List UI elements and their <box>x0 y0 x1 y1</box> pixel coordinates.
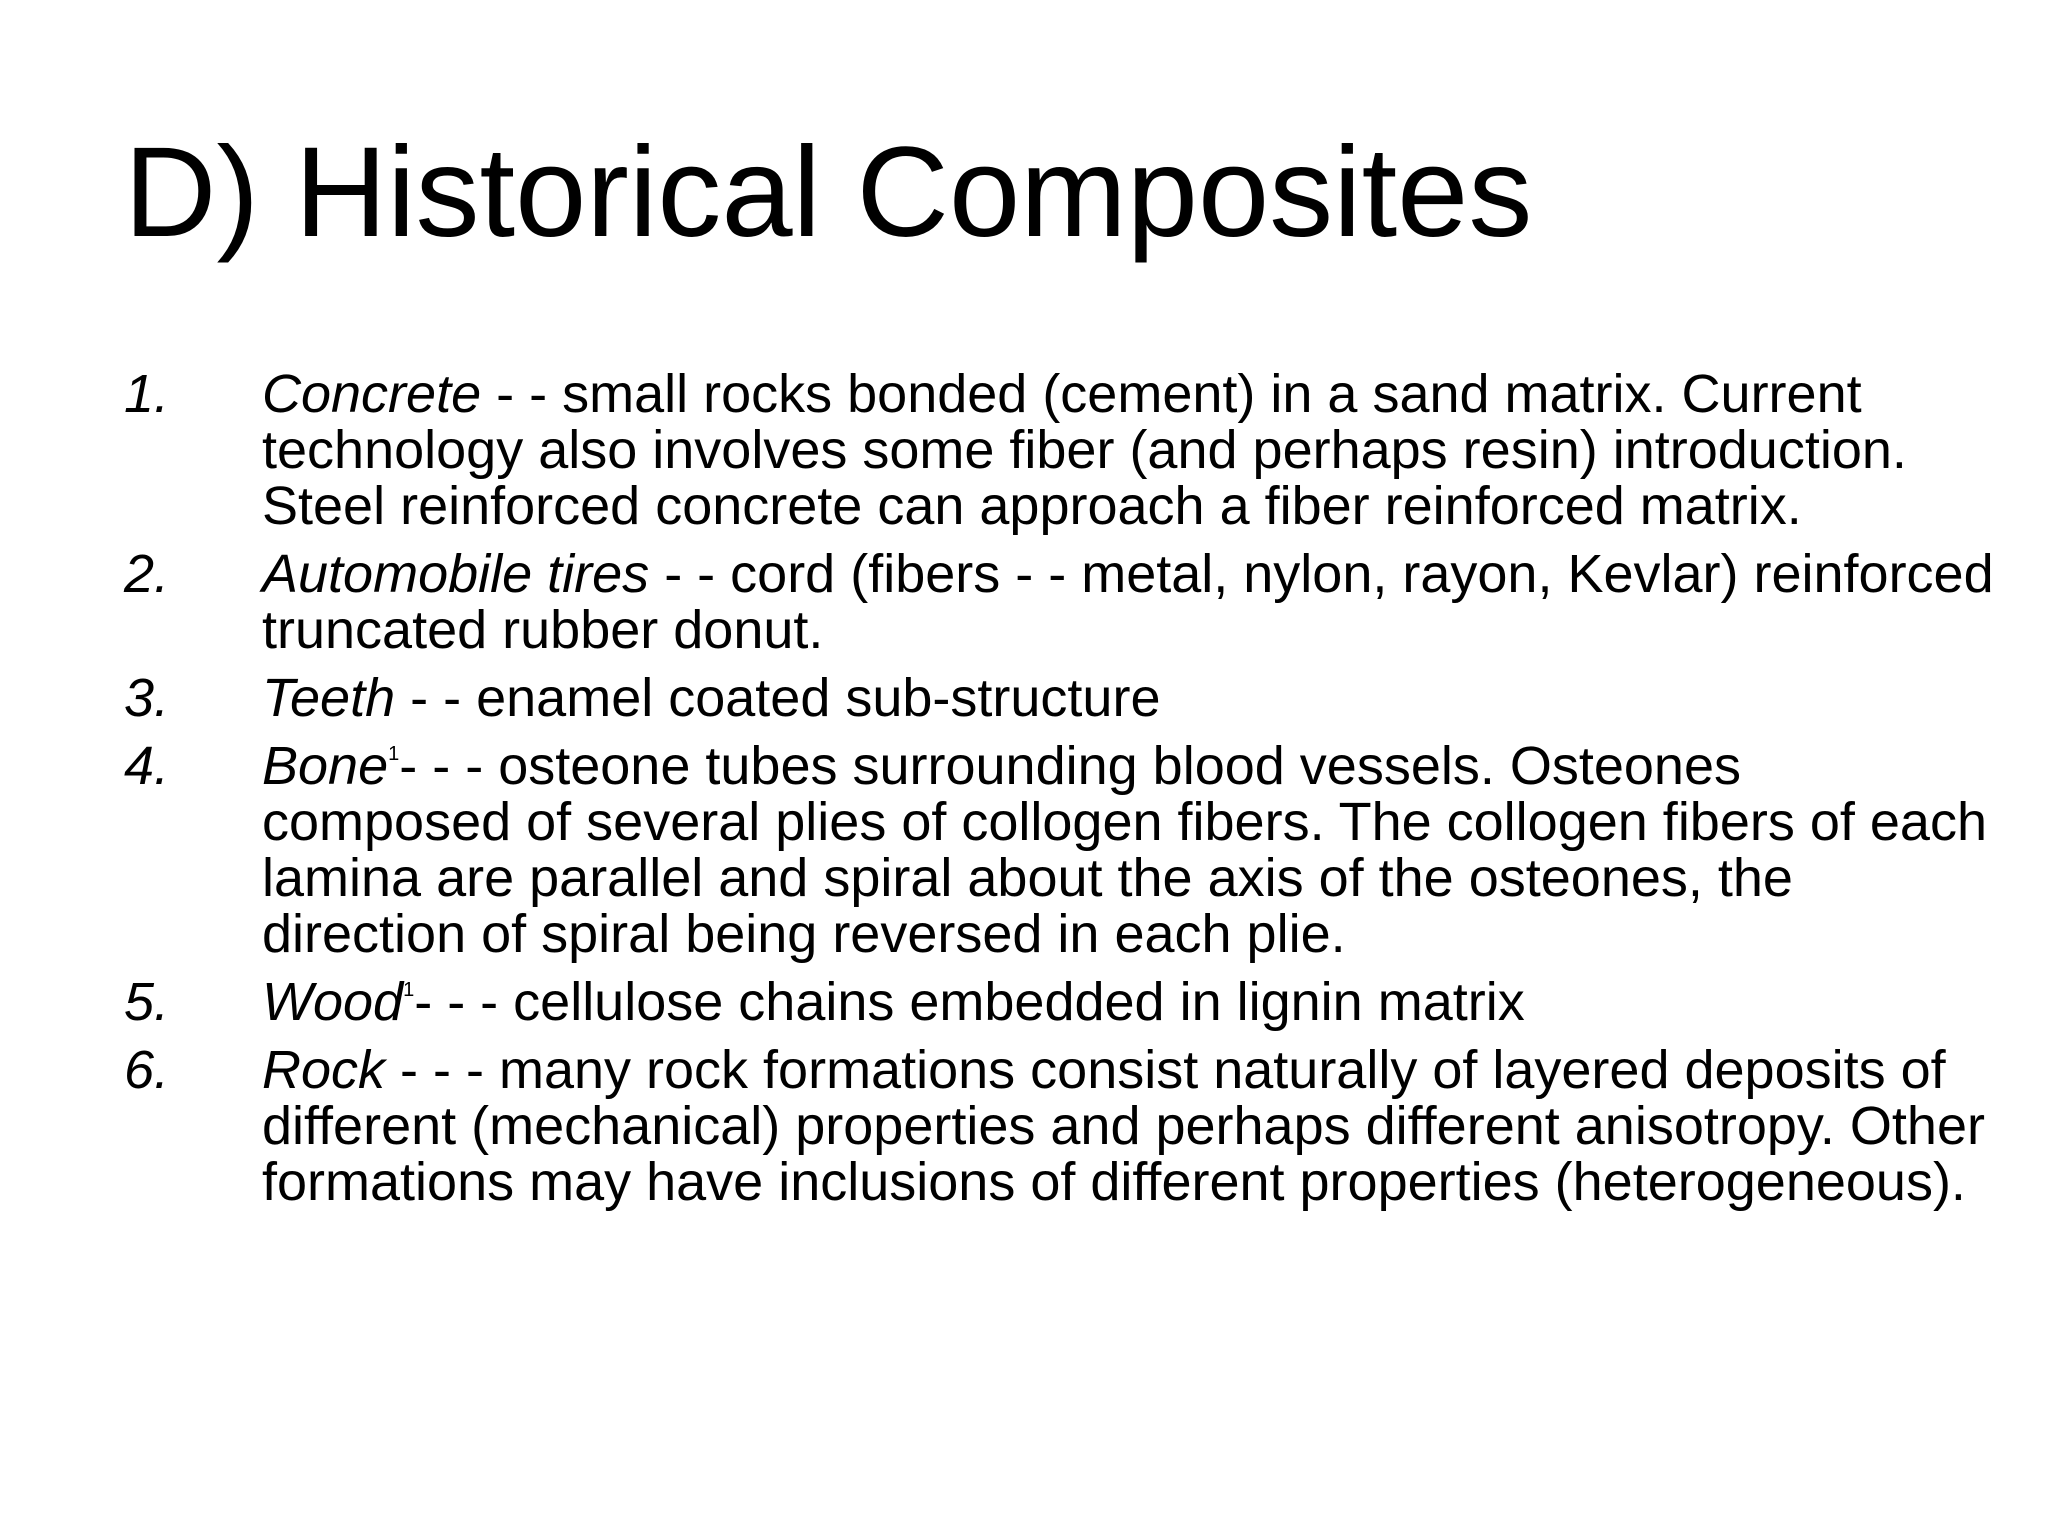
list-item-wood <box>124 974 2004 1030</box>
footnote-marker: 1 <box>388 743 400 765</box>
item-term: Wood <box>262 972 404 1032</box>
composites-list <box>124 366 2004 1210</box>
slide-title: D) Historical Composites <box>124 121 1533 264</box>
item-description: - - - many rock formations consist naturally of layered deposits of different (mechanical) properties and perhaps different anisotropy. Other formations may have inclusions of different properties (heterogeneous). <box>262 1040 1985 1212</box>
item-number: 6. <box>124 1040 170 1100</box>
item-description: - - small rocks bonded (cement) in a sand matrix. Current technology also involves some fiber (and perhaps resin) introduction. Steel reinforced concrete can approach a fiber reinforced matrix. <box>262 364 1907 536</box>
item-number: 2. <box>124 544 170 604</box>
list-item-teeth <box>124 670 2004 726</box>
list-item-bone <box>124 738 2004 962</box>
item-term: Rock <box>262 1040 386 1100</box>
item-term: Teeth <box>262 668 396 728</box>
list-item-concrete <box>124 366 2004 534</box>
list-item-rock <box>124 1042 2004 1210</box>
item-term: Automobile tires <box>262 544 650 604</box>
item-number: 3. <box>124 668 170 728</box>
footnote-marker: 1 <box>403 979 415 1001</box>
list-item-automobile-tires <box>124 546 2004 658</box>
item-number: 1. <box>124 364 170 424</box>
item-number: 5. <box>124 972 170 1032</box>
item-description: - - enamel coated sub-structure <box>395 668 1161 728</box>
item-description: - - - osteone tubes surrounding blood vessels. Osteones composed of several plies of collogen fibers. The collogen fibers of each lamina are parallel and spiral about the axis of the osteones, the direction of spiral being reversed in each plie. <box>262 736 1987 964</box>
item-description: - - cord (fibers - - metal, nylon, rayon, Kevlar) reinforced truncated rubber donut. <box>262 544 1994 660</box>
item-term: Bone <box>262 736 389 796</box>
item-term: Concrete <box>262 364 482 424</box>
item-number: 4. <box>124 736 170 796</box>
item-description: - - - cellulose chains embedded in lignin matrix <box>414 972 1525 1032</box>
